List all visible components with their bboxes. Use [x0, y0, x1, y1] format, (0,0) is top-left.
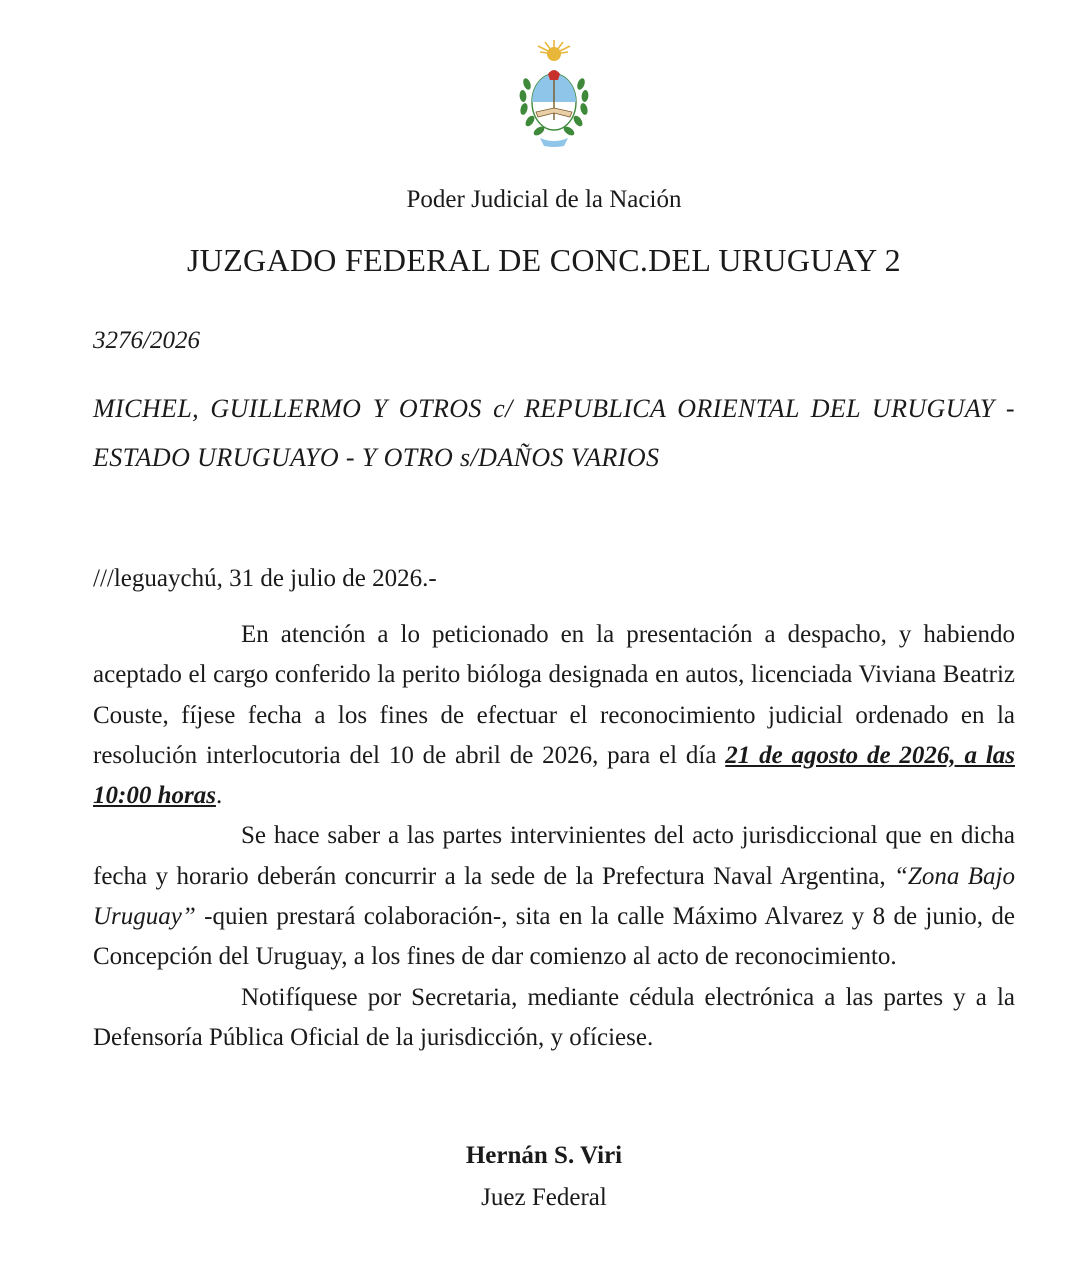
paragraph-notification: Notifíquese por Secretaria, mediante cédula electrónica a las partes y a la Defensoría Pública Oficial de la jurisdicción, y ofíciese.	[93, 983, 1015, 1051]
paragraph-location	[93, 816, 1015, 977]
court-header: JUZGADO FEDERAL DE CONC.DEL URUGUAY 2	[187, 242, 901, 278]
argentina-coat-of-arms-icon	[514, 38, 594, 150]
resolution-body	[93, 615, 1015, 1058]
paragraph-text-end: -quien prestará colaboración-, sita en la calle Máximo Alvarez y 8 de junio, de Concepción del Uruguay, a los fines de dar comienzo al acto de reconocimiento.	[93, 903, 1015, 971]
signer-name: Hernán S. Viri	[465, 1142, 623, 1169]
date-line: ///leguaychú, 31 de julio de 2026.-	[93, 565, 437, 592]
paragraph-hearing-date	[93, 615, 1015, 816]
signer-role: Juez Federal	[481, 1184, 607, 1211]
case-title: MICHEL, GUILLERMO Y OTROS c/ REPUBLICA ORIENTAL DEL URUGUAY - ESTADO URUGUAYO - Y OTRO s/DAÑOS VARIOS	[93, 394, 1015, 472]
paragraph-text: En atención a lo peticionado en la presentación a despacho, y habiendo aceptado el cargo conferido la perito bióloga designada en autos, licenciada Viviana Beatriz Couste, fíjese fecha a los fines de efectuar el reconocimiento judicial ordenado en la resolución interlocutoria del 10 de abril de 2026, para el día	[93, 621, 1015, 769]
case-number: 3276/2026	[93, 327, 200, 354]
paragraph-text: Se hace saber a las partes intervinientes del acto jurisdiccional que en dicha fecha y horario deberán concurrir a la sede de la Prefectura Naval Argentina,	[93, 822, 1015, 890]
hearing-date-highlight: 21 de agosto de 2026, a las 10:00 horas	[93, 741, 1015, 810]
paragraph-text-end: .	[215, 782, 223, 810]
location-name: “Zona Bajo Uruguay”	[93, 862, 1015, 931]
institution-header: Poder Judicial de la Nación	[406, 186, 682, 213]
